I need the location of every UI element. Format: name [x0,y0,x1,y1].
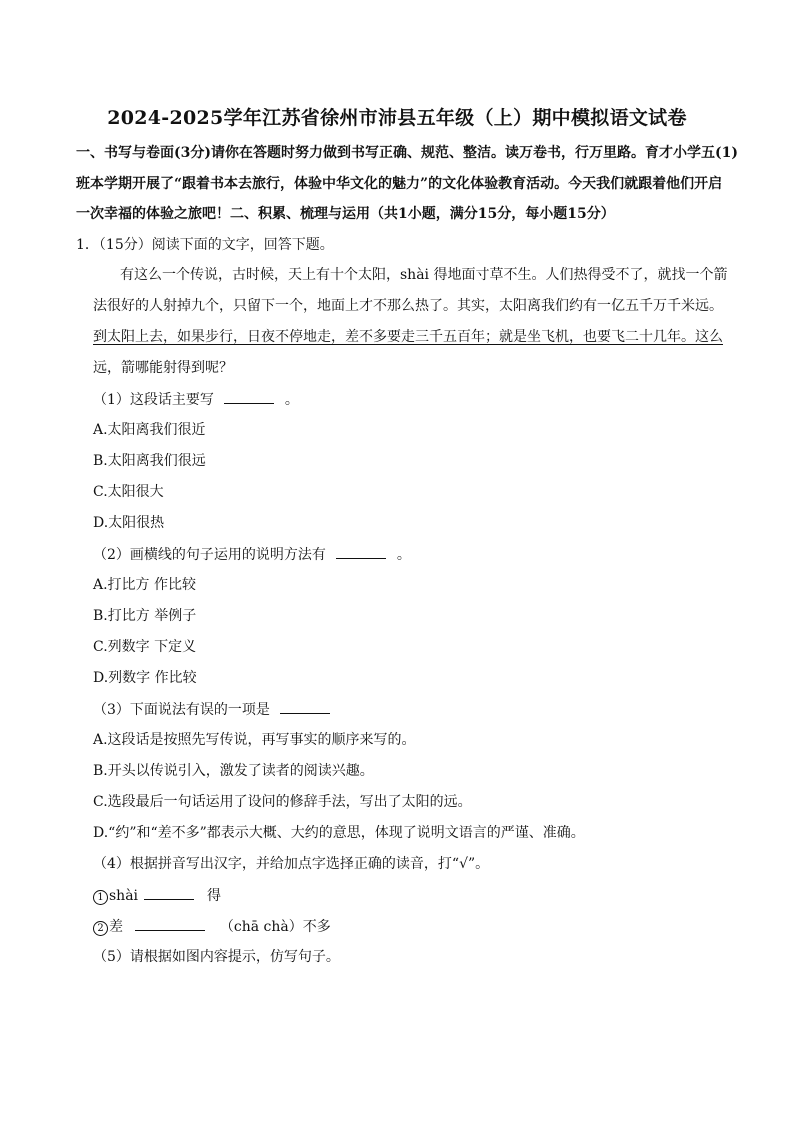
pinyin-shai: shài [109,888,139,904]
pronunciation-choices[interactable]: （chā chà） [219,919,303,935]
answer-blank-1[interactable] [224,389,274,404]
passage-line-3-underlined: 到太阳上去，如果步行，日夜不停地走，差不多要走三千五百年；就是坐飞机，也要飞二十几年。这么 [93,329,723,345]
intro-line-1: 一、书写与卷面(3分)请你在答题时努力做到书写正确、规范、整洁。读万卷书，行万里路。育才小学五(1) [76,145,738,161]
pinyin-item-2 [93,916,331,937]
option-3a: A.这段话是按照先写传说，再写事实的顺序来写的。 [93,732,416,748]
passage-line-1: 有这么一个传说，古时候，天上有十个太阳，shài 得地面寸草不生。人们热得受不了，就找一个箭 [120,267,728,283]
option-1c: C.太阳很大 [93,484,164,500]
option-1d: D.太阳很热 [93,515,165,531]
answer-blank-4-1[interactable] [144,885,194,900]
option-3c: C.选段最后一句话运用了设问的修辞手法，写出了太阳的远。 [93,794,472,810]
pinyin-item-1 [93,885,221,906]
option-3b: B.开头以传说引入，激发了读者的阅读兴趣。 [93,763,374,779]
question-1-header: 1．（15分）阅读下面的文字，回答下题。 [76,237,334,253]
sub-question-5: （5）请根据如图内容提示，仿写句子。 [93,949,340,965]
passage-line-4: 远，箭哪能射得到呢？ [93,360,233,376]
intro-line-2: 班本学期开展了“跟着书本去旅行，体验中华文化的魅力”的文化体验教育活动。今天我们就跟着他们开启 [76,176,723,192]
page-title: 2024-2025学年江苏省徐州市沛县五年级（上）期中模拟语文试卷 [107,107,687,129]
answer-blank-3[interactable] [280,699,330,714]
sub-question-1-stem: （1）这段话主要写 [93,392,214,408]
answer-blank-2[interactable] [336,544,386,559]
sub-question-2 [93,544,411,565]
sub-question-1 [93,389,299,410]
option-3d: D.“约”和“差不多”都表示大概、大约的意思，体现了说明文语言的严谨、准确。 [93,825,585,841]
intro-line-3: 一次幸福的体验之旅吧！二、积累、梳理与运用（共1小题，满分15分，每小题15分） [76,206,615,222]
option-2b: B.打比方 举例子 [93,608,197,624]
sub-question-4: （4）根据拼音写出汉字，并给加点字选择正确的读音，打“√”。 [93,856,490,872]
sub-question-3-stem: （3）下面说法有误的一项是 [93,702,270,718]
sub-question-3 [93,699,330,720]
option-2a: A.打比方 作比较 [93,577,197,593]
answer-blank-4-2[interactable] [135,916,205,931]
option-2c: C.列数字 下定义 [93,639,197,655]
passage-line-2: 法很好的人射掉九个，只留下一个，地面上才不那么热了。其实，太阳离我们约有一亿五千万千米远。 [93,298,723,314]
sub-question-2-stem: （2）画横线的句子运用的说明方法有 [93,547,326,563]
sub-question-1-end: 。 [284,392,299,408]
option-2d: D.列数字 作比较 [93,670,197,686]
sub-question-2-end: 。 [396,547,411,563]
circled-number-2: 2 [93,921,108,936]
option-1b: B.太阳离我们很远 [93,453,206,469]
circled-number-1: 1 [93,890,108,905]
option-1a: A.太阳离我们很近 [93,422,206,438]
dotted-char-cha: 差 [109,919,123,935]
pinyin-item-1-after: 得 [206,888,221,904]
pinyin-item-2-after: 不多 [302,919,331,935]
